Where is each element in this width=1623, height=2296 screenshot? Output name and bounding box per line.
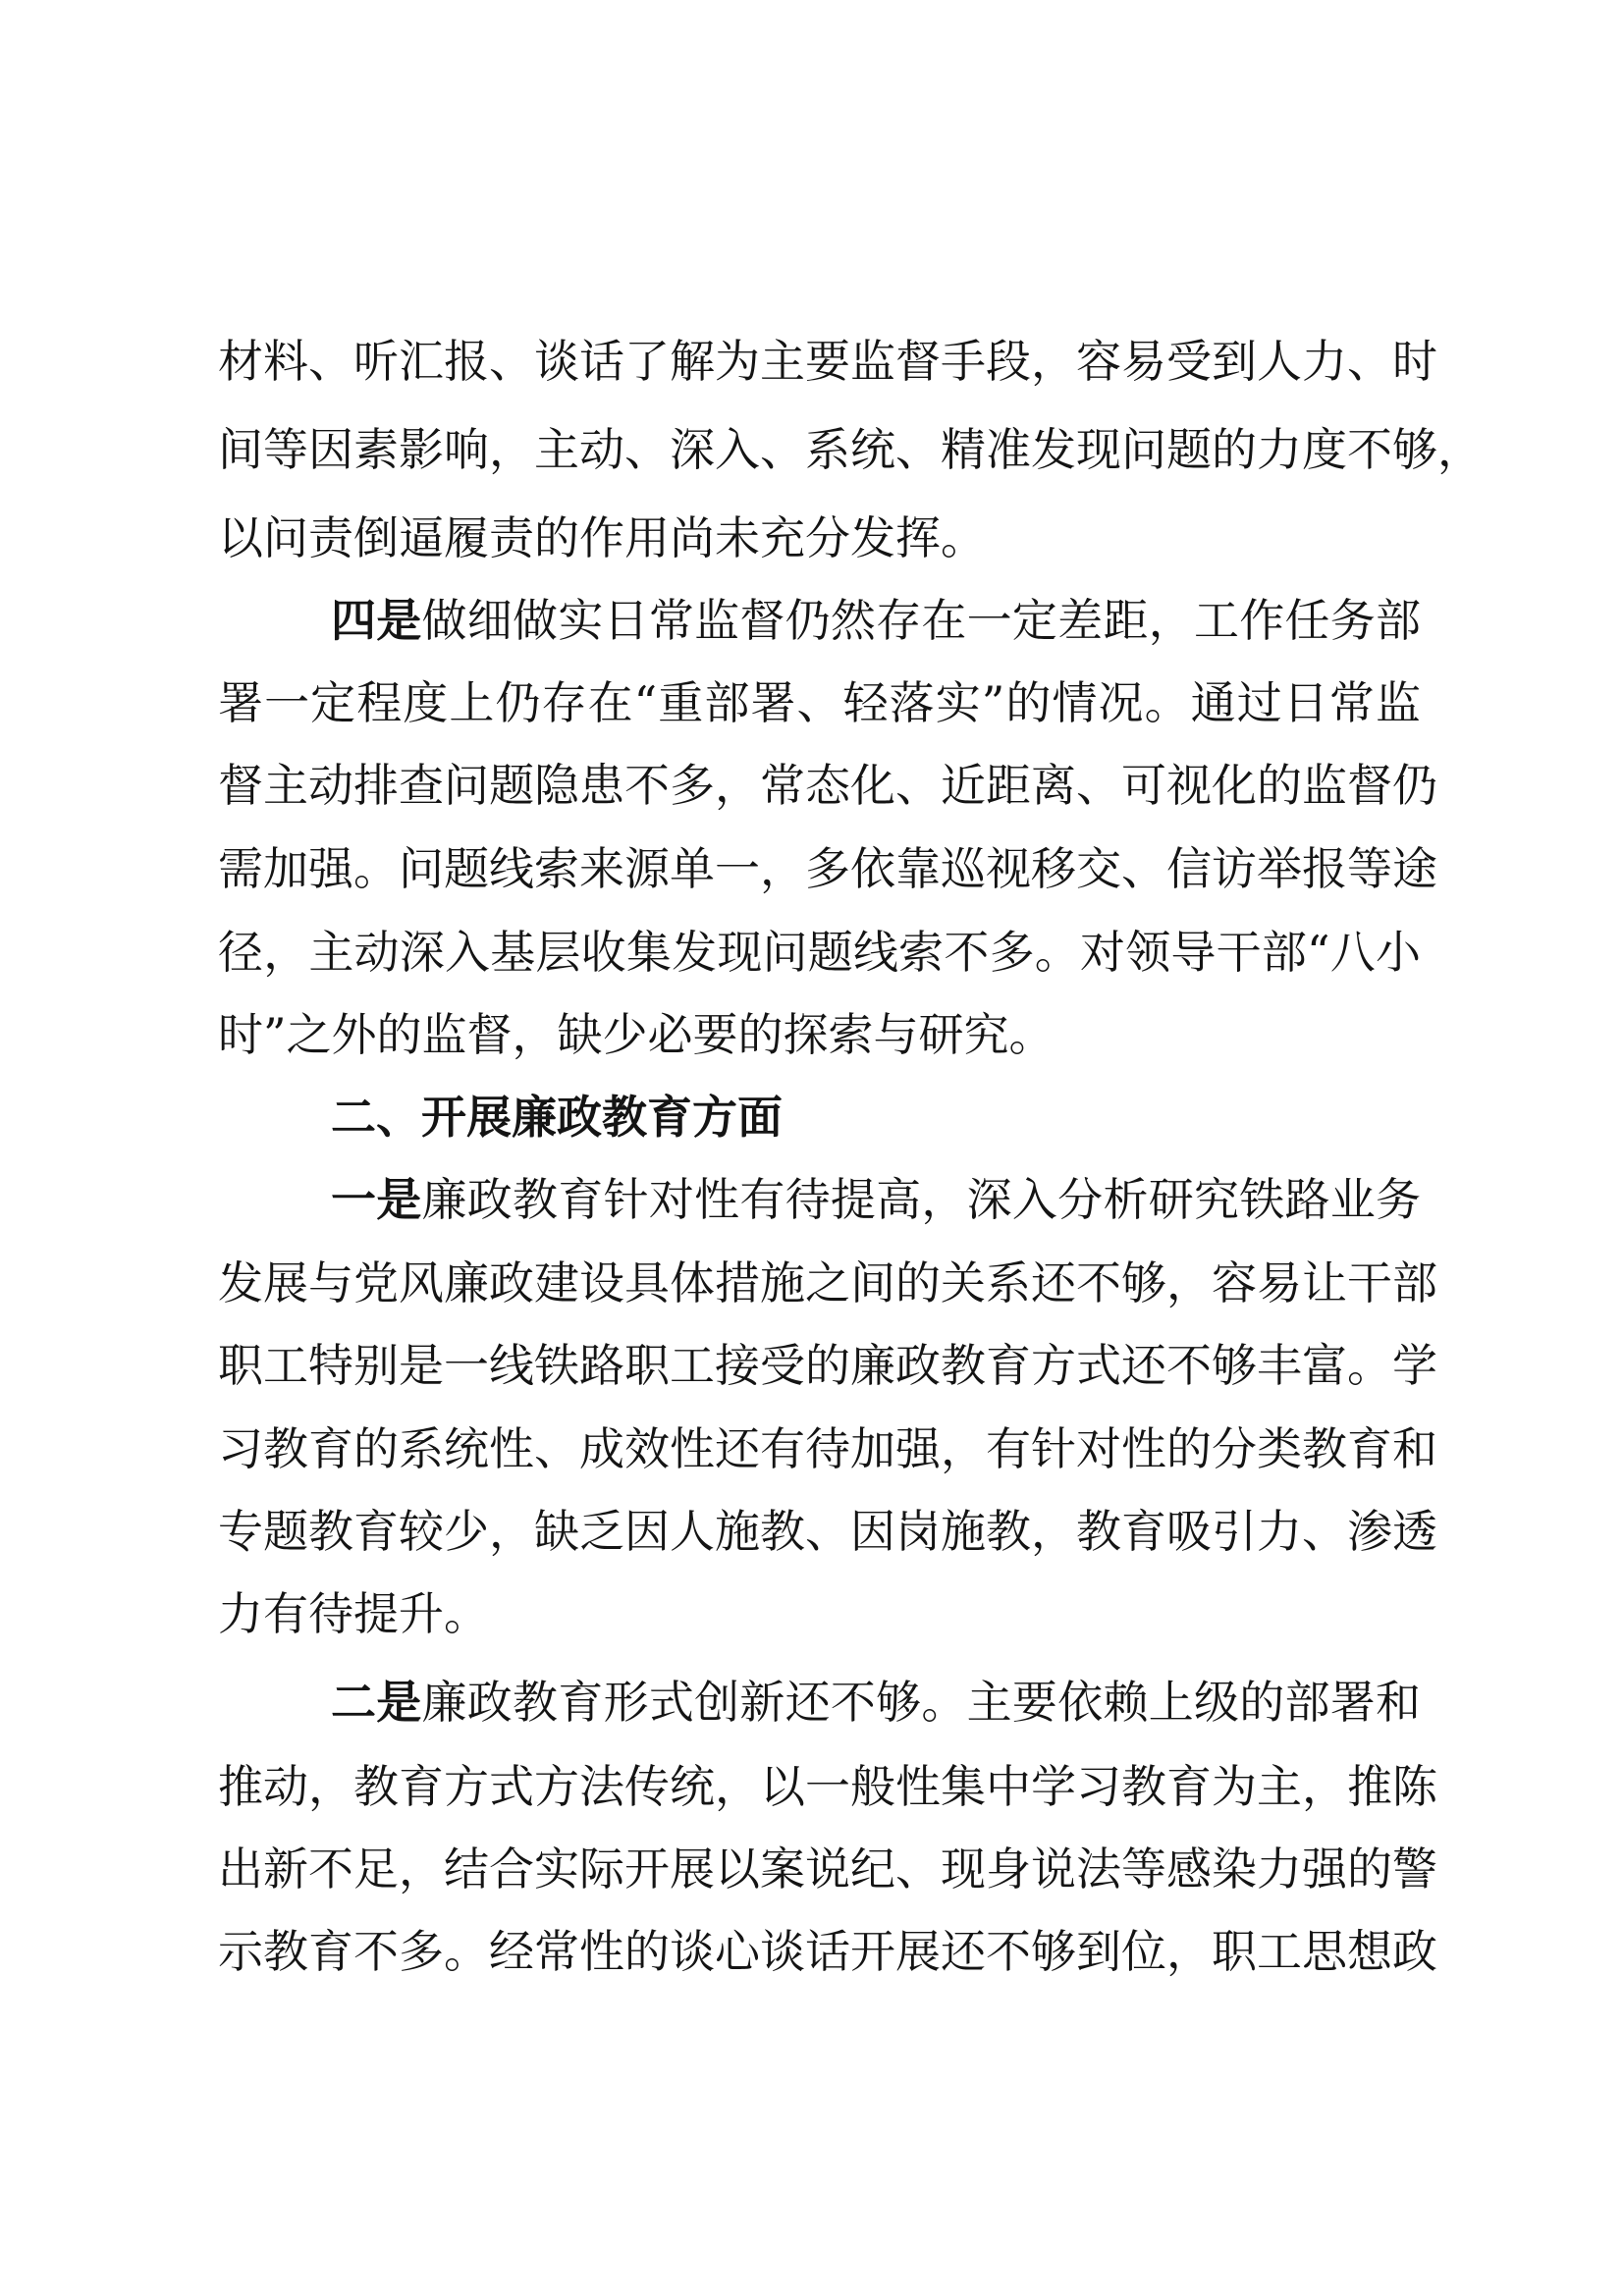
para4-line-3: 出新不足，结合实际开展以案说纪、现身说法等感染力强的警 [218,1842,1437,1896]
para2-line-6: 时”之外的监督，缺少必要的探索与研究。 [218,1008,1055,1061]
para3-line-1 [331,1170,1421,1229]
para4-line-1 [331,1673,1421,1732]
para1-line-3: 以问责倒逼履责的作用尚未充分发挥。 [218,511,986,564]
para3-lead: 一是 [331,1173,422,1226]
para2-line-4: 需加强。问题线索来源单一，多依靠巡视移交、信访举报等途 [218,842,1437,895]
para2-line-3: 督主动排查问题隐患不多，常态化、近距离、可视化的监督仍 [218,759,1437,812]
para4-lead: 二是 [331,1676,422,1729]
para1-line-2: 间等因素影响，主动、深入、系统、精准发现问题的力度不够， [218,423,1483,476]
para4-first-rest: 廉政教育形式创新还不够。主要依赖上级的部署和 [421,1676,1422,1729]
para3-line-2: 发展与党风廉政建设具体措施之间的关系还不够，容易让干部 [218,1256,1437,1309]
para2-lead: 四是 [331,594,422,647]
para4-line-4: 示教育不多。经常性的谈心谈话开展还不够到位，职工思想政 [218,1925,1437,1978]
para3-line-6: 力有待提升。 [218,1587,489,1640]
para2-first-rest: 做细做实日常监督仍然存在一定差距，工作任务部 [421,594,1422,647]
para3-line-4: 习教育的系统性、成效性还有待加强，有针对性的分类教育和 [218,1422,1437,1475]
para1-line-1: 材料、听汇报、谈话了解为主要监督手段，容易受到人力、时 [218,335,1437,388]
para2-line-5: 径，主动深入基层收集发现问题线索不多。对领导干部“八小 [218,926,1421,979]
para2-line-2: 署一定程度上仍存在“重部署、轻落实”的情况。通过日常监 [218,676,1421,729]
section-heading-2: 二、开展廉政教育方面 [331,1091,783,1144]
para3-line-3: 职工特别是一线铁路职工接受的廉政教育方式还不够丰富。学 [218,1339,1437,1392]
para3-line-5: 专题教育较少，缺乏因人施教、因岗施教，教育吸引力、渗透 [218,1505,1437,1558]
para3-first-rest: 廉政教育针对性有待提高，深入分析研究铁路业务 [421,1173,1422,1226]
para2-line-1 [331,591,1421,650]
para4-line-2: 推动，教育方式方法传统，以一般性集中学习教育为主，推陈 [218,1760,1437,1813]
